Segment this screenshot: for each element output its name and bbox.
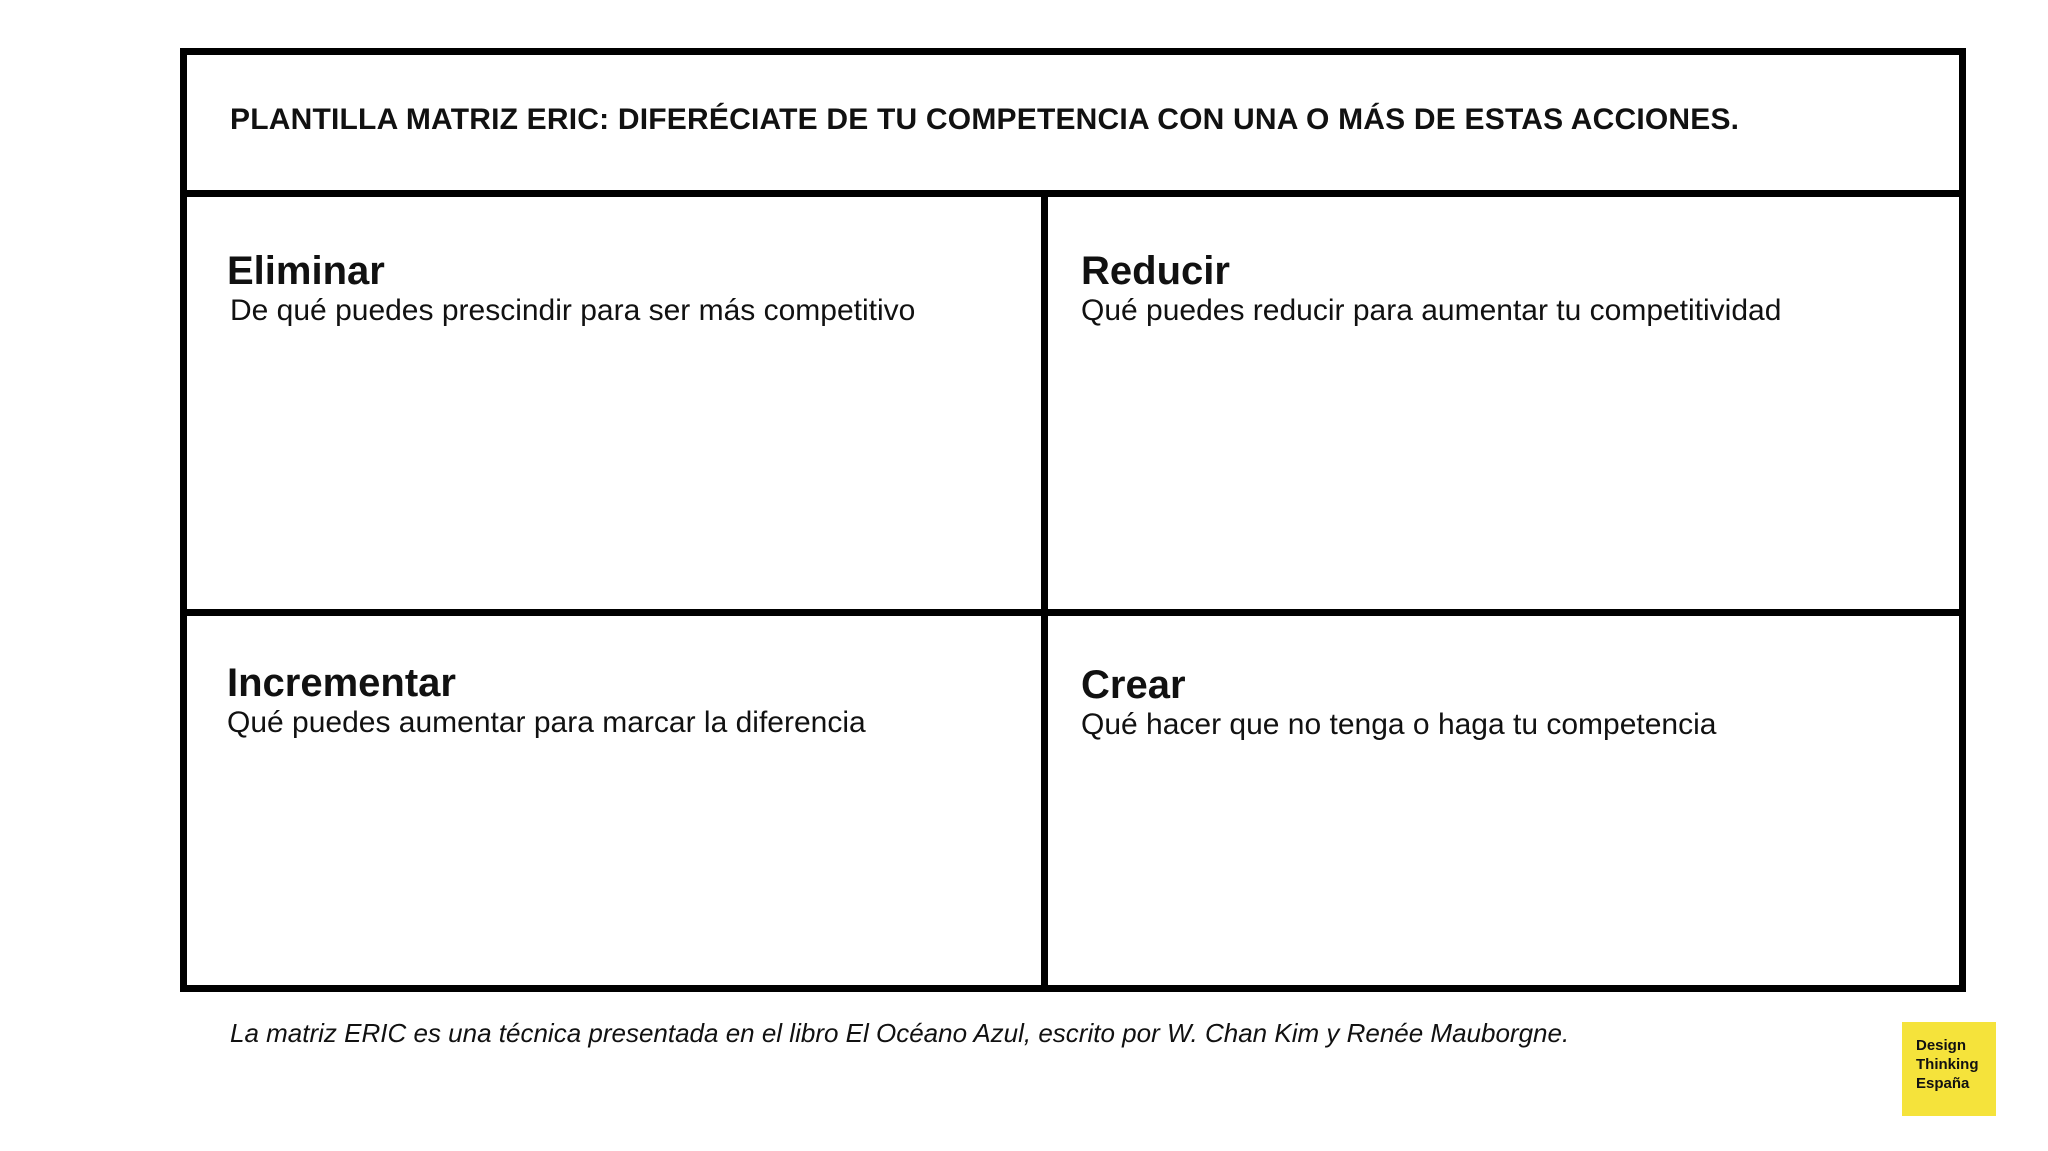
quadrant-heading: Reducir: [1081, 249, 1230, 293]
design-thinking-espana-logo: [1902, 1022, 1996, 1116]
logo-line-2: Thinking: [1916, 1056, 1979, 1073]
horizontal-divider: [187, 609, 1959, 616]
logo-line-1: Design: [1916, 1037, 1967, 1054]
page-title: PLANTILLA MATRIZ ERIC: DIFERÉCIATE DE TU COMPETENCIA CON UNA O MÁS DE ESTAS ACCIONES.: [230, 103, 1740, 136]
quadrant-description: Qué hacer que no tenga o haga tu competencia: [1081, 708, 1717, 741]
quadrant-eliminar: [227, 249, 915, 329]
quadrant-heading: Eliminar: [227, 249, 385, 293]
quadrant-description: Qué puedes reducir para aumentar tu competitividad: [1081, 294, 1782, 327]
quadrant-heading: Crear: [1081, 663, 1186, 707]
quadrant-description: Qué puedes aumentar para marcar la diferencia: [227, 706, 866, 739]
quadrant-incrementar: [227, 661, 866, 741]
quadrant-crear: [1081, 663, 1716, 743]
eric-matrix: [180, 48, 1966, 992]
logo-line-3: España: [1916, 1075, 1970, 1092]
quadrant-description: De qué puedes prescindir para ser más competitivo: [230, 294, 916, 327]
quadrant-heading: Incrementar: [227, 661, 456, 705]
title-bar: [187, 55, 1959, 197]
footnote: La matriz ERIC es una técnica presentada en el libro El Océano Azul, escrito por W. Chan Kim y Renée Mauborgne.: [230, 1018, 1570, 1048]
vertical-divider: [1041, 197, 1048, 985]
quadrant-reducir: [1081, 249, 1781, 329]
